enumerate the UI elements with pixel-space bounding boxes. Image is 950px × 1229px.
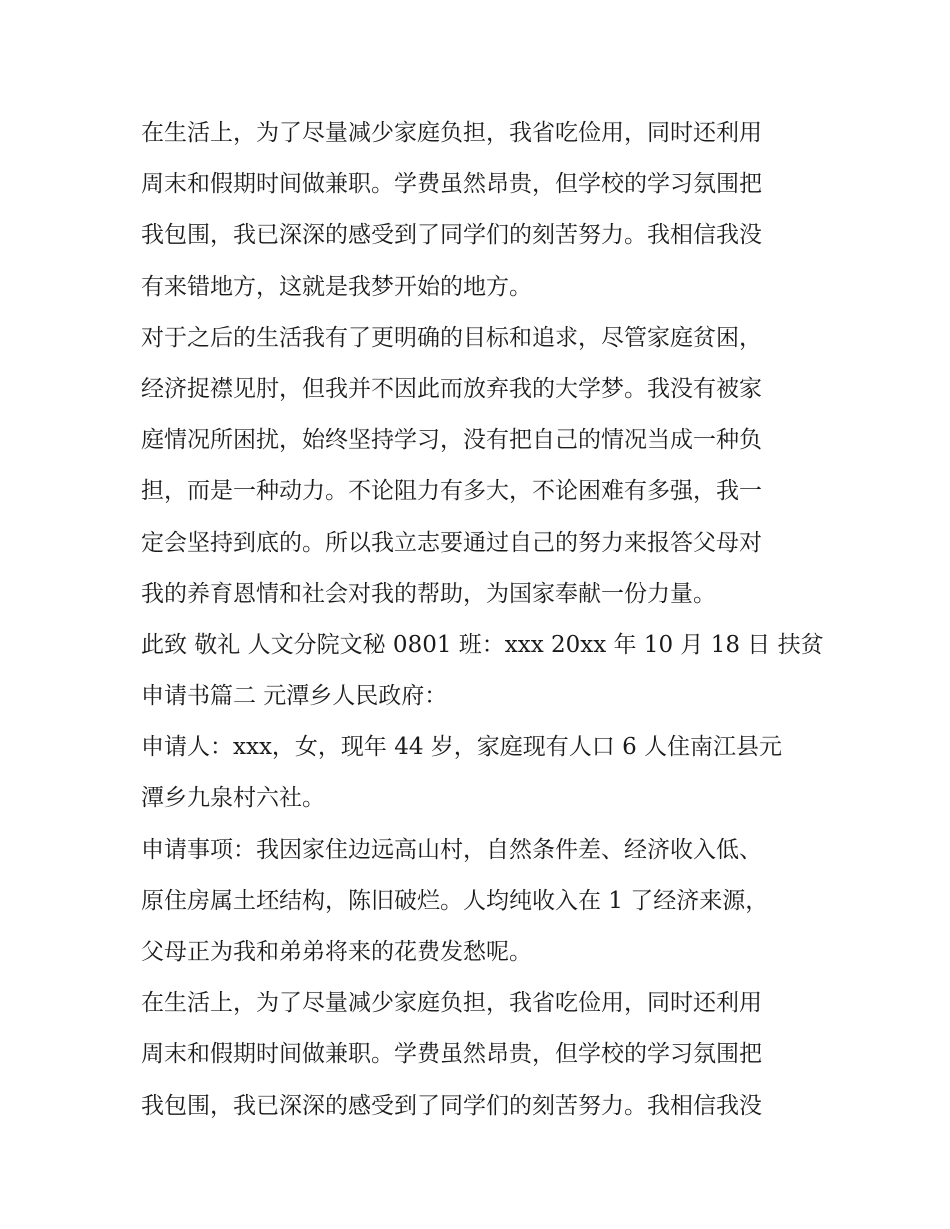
text-line: 经济捉襟见肘，但我并不因此而放弃我的大学梦。我没有被家 <box>141 375 762 402</box>
text-line: 我的养育恩情和社会对我的帮助，为国家奉献一份力量。 <box>141 580 716 607</box>
text-line: 申请书篇二 元潭乡人民政府： <box>141 683 448 710</box>
text-line: 对于之后的生活我有了更明确的目标和追求，尽管家庭贫困， <box>141 324 762 351</box>
text-line: 周末和假期时间做兼职。学费虽然昂贵，但学校的学习氛围把 <box>141 171 762 198</box>
text-line: 申请事项：我因家住边远高山村，自然条件差、经济收入低、 <box>141 836 762 863</box>
text-line: 周末和假期时间做兼职。学费虽然昂贵，但学校的学习氛围把 <box>141 1041 762 1068</box>
text-line: 庭情况所困扰，始终坚持学习，没有把自己的情况当成一种负 <box>141 427 762 454</box>
text-line: 申请人：xxx，女，现年 44 岁，家庭现有人口 6 人住南江县元 <box>141 734 783 761</box>
document-body <box>141 108 824 1132</box>
text-line: 定会坚持到底的。所以我立志要通过自己的努力来报答父母对 <box>141 529 762 556</box>
text-line: 在生活上，为了尽量减少家庭负担，我省吃俭用，同时还利用 <box>141 990 762 1017</box>
text-line: 有来错地方，这就是我梦开始的地方。 <box>141 273 532 300</box>
text-line: 我包围，我已深深的感受到了同学们的刻苦努力。我相信我没 <box>141 222 762 249</box>
text-line: 潭乡九泉村六社。 <box>141 785 325 812</box>
text-line: 原住房属土坯结构，陈旧破烂。人均纯收入在 1 了经济来源， <box>141 887 769 914</box>
text-line: 父母正为我和弟弟将来的花费发愁呢。 <box>141 939 532 965</box>
text-line: 我包围，我已深深的感受到了同学们的刻苦努力。我相信我没 <box>141 1092 762 1119</box>
text-line: 此致 敬礼 人文分院文秘 0801 班：xxx 20xx 年 10 月 18 日 扶贫 <box>141 631 824 658</box>
text-line: 在生活上，为了尽量减少家庭负担，我省吃俭用，同时还利用 <box>141 120 762 146</box>
text-line: 担，而是一种动力。不论阻力有多大，不论困难有多强，我一 <box>141 478 762 505</box>
